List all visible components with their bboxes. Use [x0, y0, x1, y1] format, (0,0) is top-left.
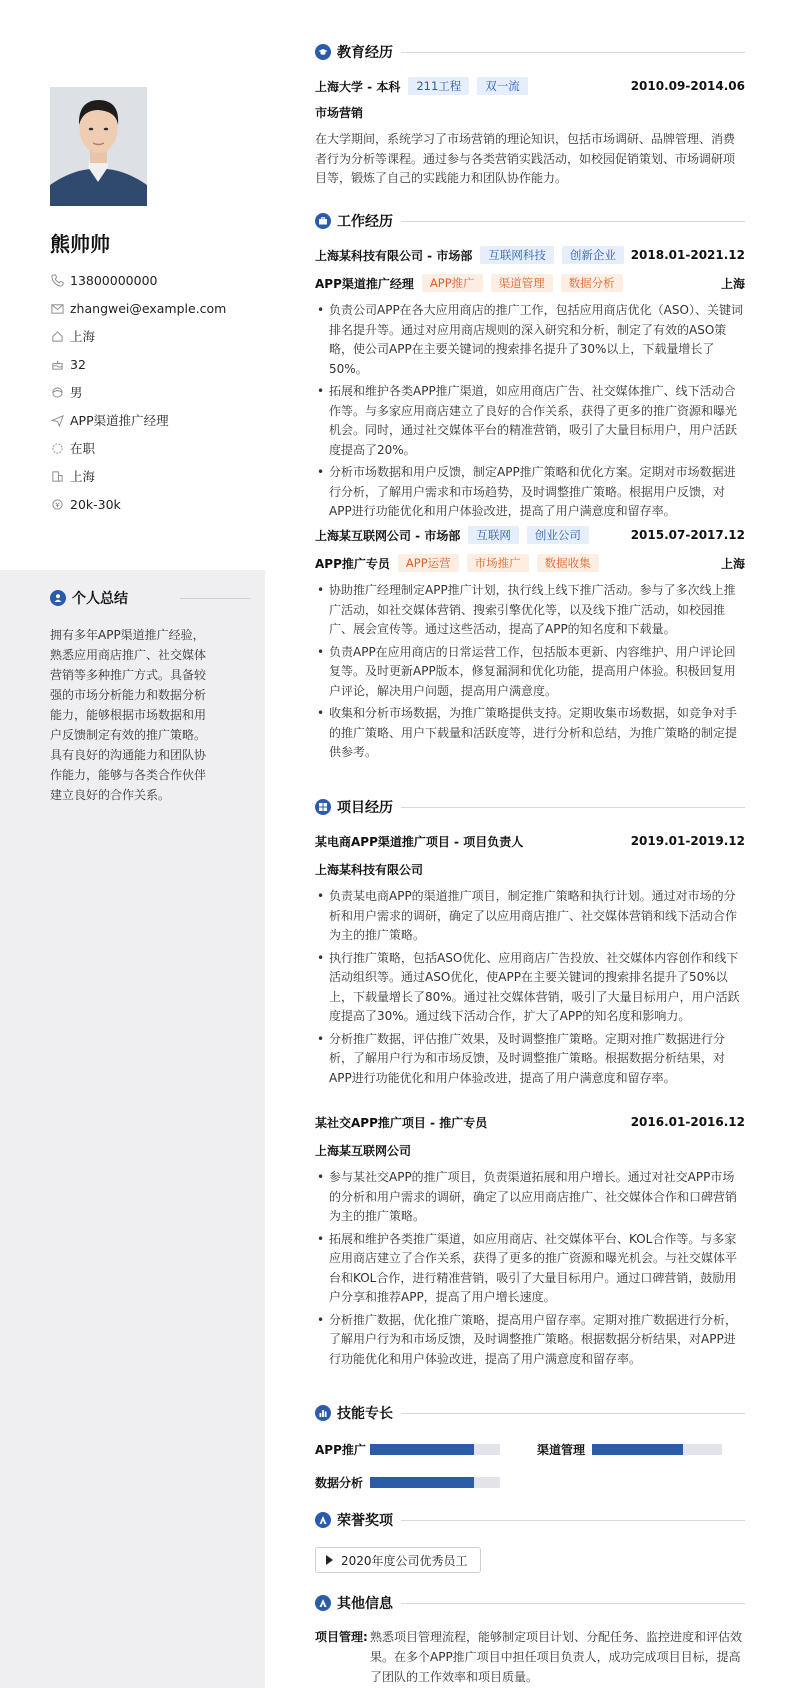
gender-icon: [50, 385, 64, 399]
list-item: • 收集和分析市场数据，为推广策略提供支持。定期收集市场数据，如竞争对手的推广策略、用户下载量和活跃度等，进行分析和总结，为推广策略的制定提供参考。: [315, 704, 745, 763]
info-text: 男: [70, 385, 83, 400]
list-item: • 负责公司APP在各大应用商店的推广工作，包括应用商店优化（ASO）、关键词排名提升等。通过对应用商店规则的深入研究和分析，制定了有效的ASO策略，使公司APP在主要关键词的搜索排名提升了30%以上，下载量增长了50%。: [315, 301, 745, 379]
list-item: • 负责某电商APP的渠道推广项目，制定推广策略和执行计划。通过对市场的分析和用户需求的调研，确定了以应用商店推广、社交媒体营销和线下活动合作为主的推广策略。: [315, 887, 745, 946]
list-item: • 分析推广数据，优化推广策略，提高用户留存率。定期对推广数据进行分析，了解用户行为和市场反馈，及时调整推广策略。根据数据分析结果，对APP进行功能优化和用户体验改进，提高了用户满意度和留存率。: [315, 1311, 745, 1370]
skill-name: 数据分析: [315, 1476, 364, 1490]
divider: [401, 1520, 745, 1521]
job-entry: [315, 525, 745, 766]
project-date: 2016.01-2016.12: [630, 1115, 745, 1129]
skill-level-fill: [592, 1444, 683, 1455]
list-item: • 负责APP在应用商店的日常运营工作，包括版本更新、内容维护、用户评论回复等。及时更新APP版本，修复漏洞和优化功能，提高用户体验。积极回复用户评论，解决用户问题，提高用户满意度。: [315, 643, 745, 702]
skill-tag: APP推广: [422, 274, 483, 292]
mail-icon: [50, 301, 64, 315]
summary-divider: [180, 598, 250, 599]
award-icon: [315, 1595, 331, 1611]
company-tag: 创新企业: [562, 246, 624, 264]
school-tag: 211工程: [408, 77, 469, 95]
company-name: 上海某互联网公司 - 市场部: [315, 528, 461, 543]
candidate-name: 熊帅帅: [50, 232, 110, 256]
list-item: • 拓展和维护各类推广渠道，如应用商店、社交媒体平台、KOL合作等。与多家应用商店建立了合作关系，获得了更多的推广资源和曝光机会。与社交媒体平台和KOL合作，进行精准营销，吸引了大量目标用户。通过口碑营销，鼓励用户分享和推荐APP，提高了用户增长速度。: [315, 1230, 745, 1308]
project-entry: [315, 831, 745, 1091]
info-text: 13800000000: [70, 272, 158, 288]
summary-title: 个人总结: [72, 591, 128, 607]
divider: [401, 1413, 745, 1414]
other-label: 项目管理:: [315, 1630, 368, 1644]
info-row-home: [50, 322, 260, 350]
info-text: 上海: [70, 329, 96, 344]
award-toggle-button[interactable]: [315, 1547, 481, 1573]
summary-header: [50, 588, 128, 608]
grid-icon: [315, 799, 331, 815]
major: 市场营销: [315, 105, 364, 120]
building-icon: [50, 469, 64, 483]
divider: [401, 221, 745, 222]
job-entry: [315, 245, 745, 525]
projects-header: [315, 797, 745, 817]
award-text: 2020年度公司优秀员工: [341, 1553, 468, 1568]
divider: [401, 807, 745, 808]
home-icon: [50, 329, 64, 343]
skill-level-fill: [370, 1444, 474, 1455]
money-icon: [50, 497, 64, 511]
list-item: • 拓展和维护各类APP推广渠道，如应用商店广告、社交媒体推广、线下活动合作等。与多家应用商店建立了良好的合作关系，获得了更多的推广资源和曝光机会。同时，通过社交媒体平台的精准营销，吸引了大量目标用户，用户活跃度提高了20%。: [315, 382, 745, 460]
other-header: [315, 1593, 745, 1613]
school-tag: 双一流: [477, 77, 528, 95]
company-tag: 互联网科技: [480, 246, 554, 264]
skill-name: APP推广: [315, 1443, 366, 1457]
cake-icon: [50, 357, 64, 371]
info-row-status: [50, 434, 260, 462]
summary-text: 拥有多年APP渠道推广经验，熟悉应用商店推广、社交媒体营销等多种推广方式。具备较强的市场分析能力和数据分析能力，能够根据市场数据和用户反馈制定有效的推广策略。具有良好的沟通能力和团队协作能力，能够与各类合作伙伴建立良好的合作关系。: [50, 628, 207, 802]
divider: [401, 52, 745, 53]
info-text: APP渠道推广经理: [70, 413, 169, 428]
skill-item: [315, 1441, 500, 1458]
skill-bar: [592, 1444, 722, 1455]
skill-tag: 渠道管理: [491, 274, 553, 292]
award-icon: [315, 1512, 331, 1528]
skill-tag: 市场推广: [467, 554, 529, 572]
project-company: 上海某科技有限公司: [315, 862, 424, 877]
education-date: 2010.09-2014.06: [630, 79, 745, 93]
info-row-phone: [50, 266, 260, 294]
skills-header: [315, 1403, 745, 1423]
project-name: 某电商APP渠道推广项目 - 项目负责人: [315, 834, 524, 849]
info-text: 在职: [70, 441, 96, 456]
education-header: [315, 42, 745, 62]
job-bullets: [315, 581, 745, 763]
divider: [401, 1603, 745, 1604]
project-date: 2019.01-2019.12: [630, 834, 745, 848]
company-tag: 互联网: [468, 526, 519, 544]
skill-level-fill: [370, 1477, 474, 1488]
status-icon: [50, 441, 64, 455]
awards-title: 荣誉奖项: [337, 1513, 393, 1529]
project-entry: [315, 1112, 745, 1372]
other-title: 其他信息: [337, 1596, 393, 1612]
avatar: [50, 87, 147, 206]
education-block: [315, 76, 745, 189]
skill-tag: 数据收集: [537, 554, 599, 572]
project-bullets: [315, 1168, 745, 1369]
list-item: • 执行推广策略，包括ASO优化、应用商店广告投放、社交媒体内容创作和线下活动组织等。通过ASO优化，使APP在主要关键词的搜索排名提升了50%以上，下载量增长了80%。通过社交媒体营销，吸引了大量目标用户，用户活跃度提高了30%。通过线下活动合作，扩大了APP的知名度和影响力。: [315, 949, 745, 1027]
job-date: 2018.01-2021.12: [630, 248, 745, 262]
info-row-salary: [50, 490, 260, 518]
projects-title: 项目经历: [337, 800, 393, 816]
send-icon: [50, 413, 64, 427]
other-text: 熟悉项目管理流程，能够制定项目计划、分配任务、监控进度和评估效果。在多个APP推广项目中担任项目负责人，成功完成项目目标，提高了团队的工作效率和项目质量。: [370, 1630, 743, 1684]
skill-bar: [370, 1444, 500, 1455]
work-header: [315, 211, 745, 231]
bar-chart-icon: [315, 1405, 331, 1421]
list-item: • 参与某社交APP的推广项目，负责渠道拓展和用户增长。通过对社交APP市场的分析和用户需求的调研，确定了以应用商店推广、社交媒体合作和口碑营销为主的推广策略。: [315, 1168, 745, 1227]
info-row-position: [50, 406, 260, 434]
job-city: 上海: [720, 276, 745, 291]
job-position: APP渠道推广经理: [315, 276, 414, 291]
other-info-row: [315, 1627, 745, 1687]
list-item: • 分析市场数据和用户反馈，制定APP推广策略和优化方案。定期对市场数据进行分析，了解用户需求和市场趋势，及时调整推广策略。根据用户反馈，对APP进行功能优化和用户体验改进，提高了用户满意度和留存率。: [315, 463, 745, 522]
list-item: • 分析推广数据，评估推广效果，及时调整推广策略。定期对推广数据进行分析，了解用户行为和市场反馈，及时调整推广策略。根据数据分析结果，对APP进行功能优化和用户体验改进，提高了用户满意度和留存率。: [315, 1030, 745, 1089]
project-company: 上海某互联网公司: [315, 1143, 412, 1158]
education-desc: 在大学期间，系统学习了市场营销的理论知识，包括市场调研、品牌管理、消费者行为分析等课程。通过参与各类营销实践活动，如校园促销策划、市场调研项目等，锻炼了自己的实践能力和团队协作能力。: [315, 132, 736, 185]
graduation-cap-icon: [315, 44, 331, 60]
info-row-email: [50, 294, 260, 322]
info-text: 20k-30k: [70, 496, 121, 512]
list-item: • 协助推广经理制定APP推广计划，执行线上线下推广活动。参与了多次线上推广活动，如社交媒体营销、搜索引擎优化等，以及线下推广活动，如校园推广、展会宣传等。通过这些活动，提高了APP的知名度和下载量。: [315, 581, 745, 640]
skills-title: 技能专长: [337, 1406, 393, 1422]
skill-item: [315, 1474, 500, 1491]
contact-info-list: [50, 266, 260, 518]
info-row-city: [50, 462, 260, 490]
briefcase-icon: [315, 213, 331, 229]
job-city: 上海: [720, 556, 745, 571]
info-row-age: [50, 350, 260, 378]
info-text: zhangwei@example.com: [70, 300, 227, 316]
info-row-gender: [50, 378, 260, 406]
skill-tag: APP运营: [398, 554, 459, 572]
phone-icon: [50, 273, 64, 287]
company-tag: 创业公司: [527, 526, 589, 544]
education-title: 教育经历: [337, 45, 393, 61]
play-triangle-icon: [326, 1555, 333, 1565]
info-text: 32: [70, 356, 86, 372]
awards-header: [315, 1510, 745, 1530]
skill-bar: [370, 1477, 500, 1488]
project-bullets: [315, 887, 745, 1088]
company-name: 上海某科技有限公司 - 市场部: [315, 248, 473, 263]
skill-item: [537, 1441, 722, 1458]
skill-name: 渠道管理: [537, 1443, 586, 1457]
job-position: APP推广专员: [315, 556, 390, 571]
job-date: 2015.07-2017.12: [630, 528, 745, 542]
project-name: 某社交APP推广项目 - 推广专员: [315, 1115, 488, 1130]
info-text: 上海: [70, 469, 96, 484]
work-title: 工作经历: [337, 214, 393, 230]
skill-tag: 数据分析: [561, 274, 623, 292]
school-name: 上海大学 - 本科: [315, 79, 401, 94]
user-icon: [50, 590, 66, 606]
job-bullets: [315, 301, 745, 522]
